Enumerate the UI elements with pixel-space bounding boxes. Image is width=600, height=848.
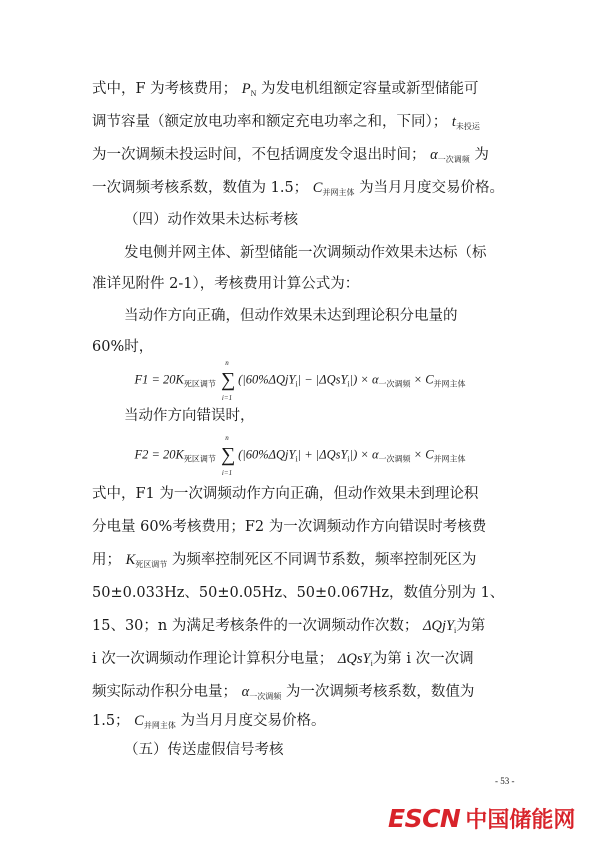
text-line: 当动作方向正确，但动作效果未达到理论积分电量的: [124, 308, 458, 324]
section-heading: （四）动作效果未达标考核: [124, 212, 298, 228]
text-line: [92, 550, 522, 575]
text-span: 频实际动作积分电量；: [92, 684, 237, 700]
text-line: [92, 711, 522, 736]
text-span: 15、30；n 为满足考核条件的一次调频动作次数；: [92, 618, 419, 634]
text-line: [92, 178, 522, 203]
text-line: [92, 112, 522, 137]
text-span: 为发电机组额定容量或新型储能可: [261, 81, 479, 97]
text-span: 为一次调频考核系数，数值为: [285, 684, 475, 700]
text-span: 一次调频考核系数，数值为 1.5；: [92, 180, 309, 196]
text-line: [92, 79, 522, 104]
text-span: 1.5；: [92, 713, 130, 729]
text-span: 为当月月度交易价格。: [359, 180, 505, 196]
text-span: 为第: [456, 618, 486, 634]
text-line: 当动作方向错误时，: [124, 408, 255, 424]
sum-sign: ∑ n i=1: [221, 434, 236, 477]
symbol-dqj: ΔQjY$_i$: [422, 618, 457, 635]
text-span: 为频率控制死区不同调节系数，频率控制死区为: [171, 552, 477, 568]
text-line: [92, 682, 522, 707]
watermark-cn: 中国储能网: [465, 807, 576, 833]
text-line: [92, 649, 522, 674]
text-line: [92, 616, 522, 641]
text-line: 发电侧并网主体、新型储能一次调频动作效果未达标（标: [124, 245, 487, 261]
text-span: 调节容量（额定放电功率和额定充电功率之和，下同）；: [92, 114, 448, 130]
text-line: [92, 145, 522, 170]
text-line: 60%时，: [92, 339, 154, 355]
formula-f1: $F1 = 20K_{死区调节}$ ∑ n i=1 $(|60\%\Delta QjY_i| - |\Delta QsY_i|) \times \alpha_{一次调频} \times C_{并网主体}$: [134, 359, 466, 402]
symbol-c: $C_{并网主体}$: [134, 713, 176, 730]
symbol-dqs: ΔQsY$_i$: [337, 651, 373, 668]
text-span: i 次一次调频动作理论计算积分电量；: [92, 651, 334, 667]
symbol-alpha: $\alpha_{一次调频}$: [241, 684, 282, 701]
watermark-logo: [388, 800, 575, 836]
page-number: - 53 -: [495, 776, 515, 786]
text-span: 用；: [92, 552, 121, 568]
text-line: 50±0.033Hz、50±0.05Hz、50±0.067Hz，数值分别为 1、: [92, 585, 505, 601]
sum-sign: ∑ n i=1: [221, 359, 236, 402]
text-span: 为第 i 次一次调: [372, 651, 474, 667]
watermark-en: ESCN: [388, 803, 461, 833]
symbol-alpha: $\alpha_{一次调频}$: [430, 147, 470, 164]
text-line: 分电量 60%考核费用；F2 为一次调频动作方向错误时考核费: [92, 519, 487, 535]
formula-f2: $F2 = 20K_{死区调节}$ ∑ n i=1 $(|60\%\Delta QjY_i| + |\Delta QsY_i|) \times \alpha_{一次调频} \times C_{并网主体}$: [134, 434, 466, 477]
section-heading: （五）传送虚假信号考核: [124, 742, 284, 758]
text-line: 准详见附件 2-1），考核费用计算公式为：: [92, 276, 360, 292]
text-line: 式中，F1 为一次调频动作方向正确，但动作效果未到理论积: [92, 486, 479, 502]
text-span: 为当月月度交易价格。: [180, 713, 326, 729]
symbol-k: $K_{死区调节}$: [125, 552, 168, 569]
text-span: 为: [474, 147, 489, 163]
text-span: 为一次调频未投运时间，不包括调度发令退出时间；: [92, 147, 426, 163]
text-span: 式中，F 为考核费用；: [92, 81, 238, 97]
symbol-t: $t_{未投运}$: [451, 114, 480, 131]
symbol-pn: $P_N$: [241, 81, 257, 98]
symbol-c: $C_{并网主体}$: [312, 180, 355, 197]
